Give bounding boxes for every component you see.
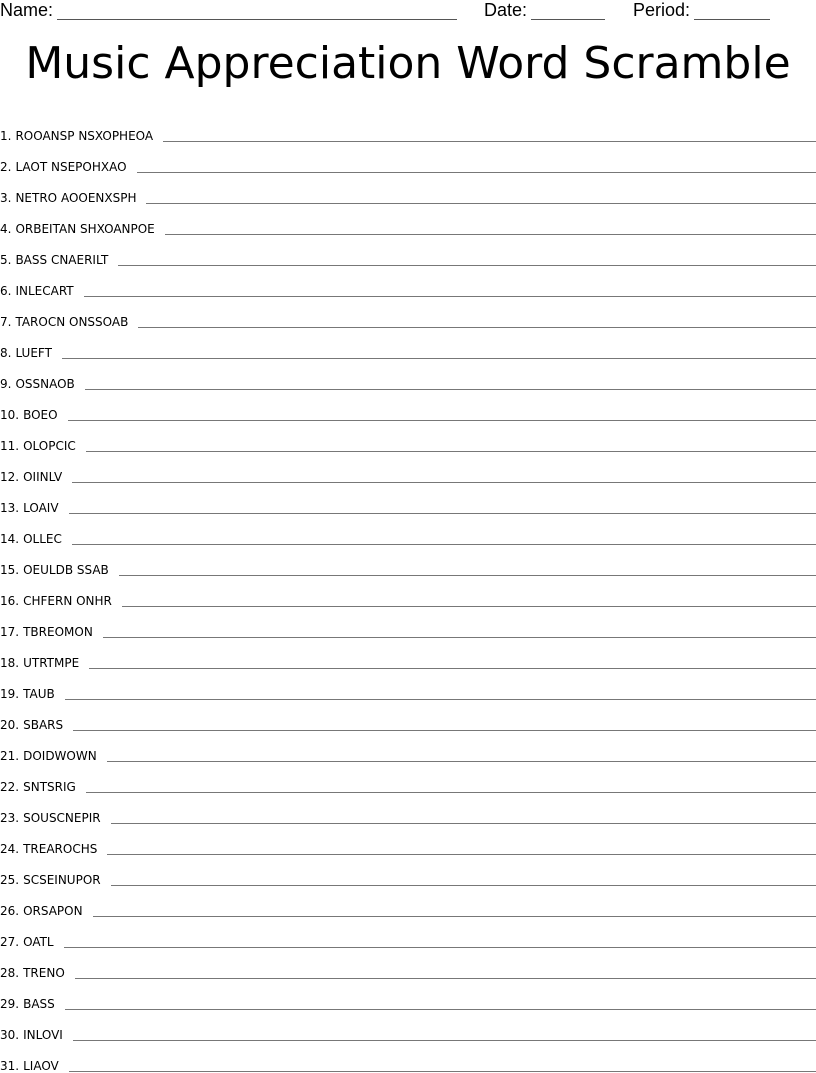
item-number: 30.	[0, 1028, 20, 1042]
answer-line[interactable]	[146, 189, 816, 204]
scrambled-word: BASS CNAERILT	[15, 253, 109, 267]
answer-line[interactable]	[72, 468, 816, 483]
item-number: 5.	[0, 253, 12, 267]
item-number: 7.	[0, 315, 12, 329]
item-number: 26.	[0, 904, 20, 918]
item-number: 20.	[0, 718, 20, 732]
date-blank[interactable]	[531, 3, 605, 20]
scrambled-word: LOAIV	[23, 501, 59, 515]
item-number: 11.	[0, 439, 20, 453]
worksheet-header	[0, 0, 816, 24]
item-number: 29.	[0, 997, 20, 1011]
scrambled-word: TBREOMON	[23, 625, 93, 639]
list-item	[0, 174, 816, 205]
scrambled-word: ORBEITAN SHXOANPOE	[15, 222, 155, 236]
name-label: Name:	[0, 0, 54, 20]
page-title: Music Appreciation Word Scramble	[25, 38, 791, 89]
answer-line[interactable]	[72, 530, 816, 545]
answer-line[interactable]	[137, 158, 816, 173]
item-number: 19.	[0, 687, 20, 701]
answer-line[interactable]	[65, 685, 816, 700]
item-number: 31.	[0, 1059, 20, 1073]
answer-line[interactable]	[69, 1057, 816, 1072]
list-item	[0, 515, 816, 546]
period-label: Period:	[633, 0, 691, 20]
answer-line[interactable]	[119, 561, 816, 576]
list-item	[0, 639, 816, 670]
scrambled-word: TAROCN ONSSOAB	[15, 315, 129, 329]
scrambled-word: SOUSCNEPIR	[23, 811, 101, 825]
answer-line[interactable]	[107, 840, 816, 855]
answer-line[interactable]	[62, 344, 816, 359]
answer-line[interactable]	[138, 313, 816, 328]
scrambled-word: OEULDB SSAB	[23, 563, 109, 577]
answer-line[interactable]	[85, 375, 816, 390]
name-blank[interactable]	[57, 3, 457, 20]
answer-line[interactable]	[93, 902, 816, 917]
answer-line[interactable]	[107, 747, 816, 762]
list-item	[0, 949, 816, 980]
list-item	[0, 453, 816, 484]
item-number: 3.	[0, 191, 12, 205]
scrambled-word: UTRTMPE	[23, 656, 80, 670]
list-item	[0, 112, 816, 143]
item-number: 16.	[0, 594, 20, 608]
list-item	[0, 887, 816, 918]
scrambled-word: DOIDWOWN	[23, 749, 97, 763]
answer-line[interactable]	[84, 282, 816, 297]
list-item	[0, 391, 816, 422]
item-number: 12.	[0, 470, 20, 484]
scrambled-word: CHFERN ONHR	[23, 594, 112, 608]
name-field[interactable]	[0, 0, 457, 20]
answer-line[interactable]	[69, 499, 816, 514]
item-number: 27.	[0, 935, 20, 949]
list-item	[0, 267, 816, 298]
list-item	[0, 918, 816, 949]
list-item	[0, 236, 816, 267]
scrambled-word: OATL	[23, 935, 54, 949]
period-field[interactable]	[633, 0, 770, 20]
scramble-list	[0, 112, 816, 1073]
scrambled-word: OLLEC	[23, 532, 62, 546]
answer-line[interactable]	[73, 716, 816, 731]
scrambled-word: LAOT NSEPOHXAO	[15, 160, 127, 174]
item-number: 10.	[0, 408, 20, 422]
answer-line[interactable]	[111, 809, 816, 824]
item-number: 1.	[0, 129, 12, 143]
list-item	[0, 732, 816, 763]
date-label: Date:	[484, 0, 528, 20]
scrambled-word: SNTSRIG	[23, 780, 76, 794]
scrambled-word: LIAOV	[23, 1059, 59, 1073]
item-number: 23.	[0, 811, 20, 825]
list-item	[0, 422, 816, 453]
list-item	[0, 1042, 816, 1073]
period-blank[interactable]	[694, 3, 770, 20]
scrambled-word: SBARS	[23, 718, 64, 732]
list-item	[0, 763, 816, 794]
scrambled-word: TRENO	[23, 966, 65, 980]
answer-line[interactable]	[122, 592, 816, 607]
answer-line[interactable]	[165, 220, 816, 235]
answer-line[interactable]	[163, 127, 816, 142]
list-item	[0, 143, 816, 174]
list-item	[0, 701, 816, 732]
list-item	[0, 577, 816, 608]
answer-line[interactable]	[86, 778, 816, 793]
answer-line[interactable]	[111, 871, 816, 886]
scrambled-word: TREAROCHS	[23, 842, 98, 856]
scrambled-word: TAUB	[23, 687, 55, 701]
list-item	[0, 825, 816, 856]
scrambled-word: LUEFT	[15, 346, 52, 360]
scrambled-word: NETRO AOOENXSPH	[15, 191, 137, 205]
scrambled-word: OIINLV	[23, 470, 63, 484]
list-item	[0, 205, 816, 236]
list-item	[0, 298, 816, 329]
item-number: 13.	[0, 501, 20, 515]
list-item	[0, 1011, 816, 1042]
list-item	[0, 794, 816, 825]
scrambled-word: ORSAPON	[23, 904, 83, 918]
answer-line[interactable]	[118, 251, 816, 266]
scrambled-word: INLECART	[15, 284, 74, 298]
item-number: 4.	[0, 222, 12, 236]
scrambled-word: SCSEINUPOR	[23, 873, 101, 887]
item-number: 22.	[0, 780, 20, 794]
date-field[interactable]	[484, 0, 605, 20]
list-item	[0, 856, 816, 887]
answer-line[interactable]	[68, 406, 816, 421]
item-number: 8.	[0, 346, 12, 360]
item-number: 14.	[0, 532, 20, 546]
item-number: 2.	[0, 160, 12, 174]
list-item	[0, 670, 816, 701]
item-number: 9.	[0, 377, 12, 391]
list-item	[0, 484, 816, 515]
answer-line[interactable]	[65, 995, 816, 1010]
item-number: 18.	[0, 656, 20, 670]
answer-line[interactable]	[73, 1026, 816, 1041]
list-item	[0, 360, 816, 391]
list-item	[0, 329, 816, 360]
answer-line[interactable]	[103, 623, 816, 638]
item-number: 25.	[0, 873, 20, 887]
answer-line[interactable]	[86, 437, 816, 452]
answer-line[interactable]	[64, 933, 816, 948]
answer-line[interactable]	[75, 964, 816, 979]
item-number: 28.	[0, 966, 20, 980]
scrambled-word: OSSNAOB	[15, 377, 75, 391]
item-number: 6.	[0, 284, 12, 298]
list-item	[0, 546, 816, 577]
scrambled-word: BASS	[23, 997, 55, 1011]
list-item	[0, 608, 816, 639]
answer-line[interactable]	[89, 654, 816, 669]
item-number: 21.	[0, 749, 20, 763]
item-number: 17.	[0, 625, 20, 639]
scrambled-word: OLOPCIC	[23, 439, 76, 453]
scrambled-word: ROOANSP NSXOPHEOA	[15, 129, 154, 143]
item-number: 24.	[0, 842, 20, 856]
item-number: 15.	[0, 563, 20, 577]
scrambled-word: BOEO	[23, 408, 58, 422]
scrambled-word: INLOVI	[23, 1028, 63, 1042]
list-item	[0, 980, 816, 1011]
